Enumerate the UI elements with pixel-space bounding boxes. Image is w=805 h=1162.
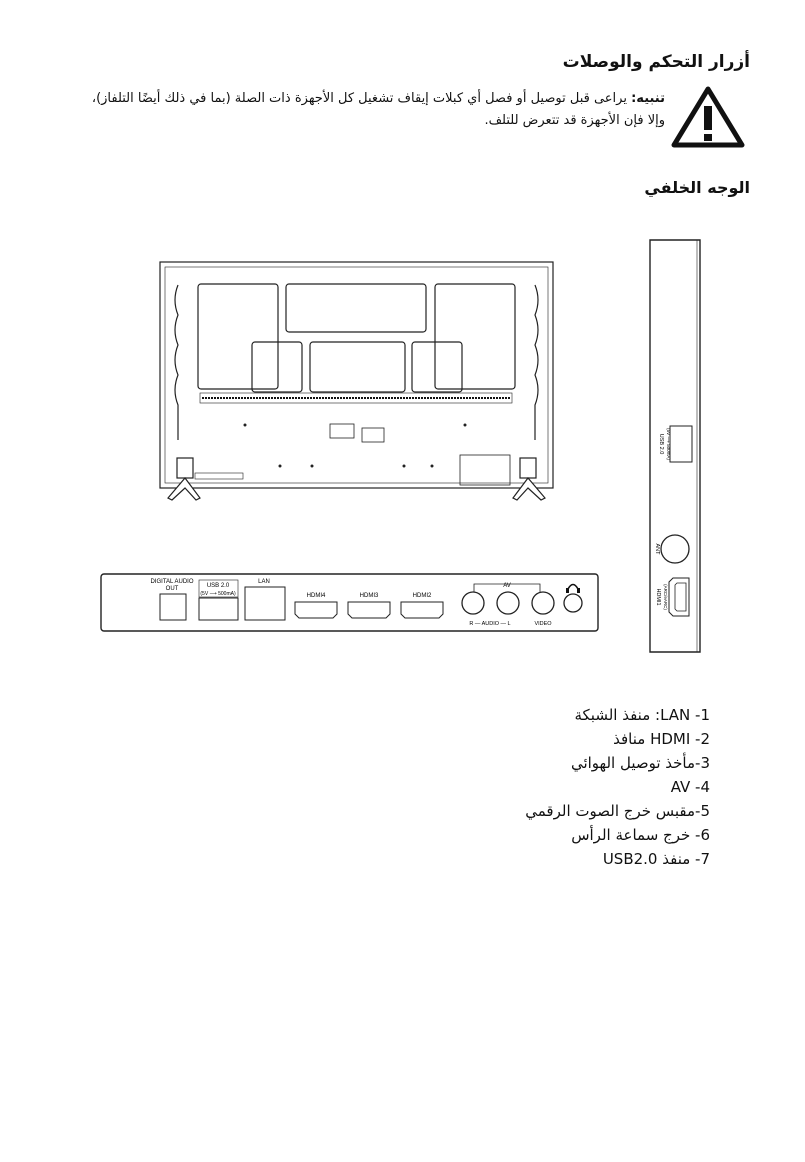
side-hdmi-label: HDMI1 [655,588,661,606]
hdmi3-port [348,602,390,618]
hdmi2-port [401,602,443,618]
legend-item: 7- منفذ USB2.0 [602,850,710,868]
hdmi4-label: HDMI4 [306,593,326,599]
hdmi3-label: HDMI3 [359,593,379,599]
warning-label: تنبيه: [631,91,665,106]
headphone-jack [564,594,582,612]
side-hdmi-sub-label: (ARC/eARC) [663,584,668,610]
video-label: VIDEO [534,621,552,627]
out-label: OUT [165,586,179,592]
lan-port [245,587,285,620]
bottom-connector-panel [101,574,598,631]
usb-power-label: (5V ⟶ 500mA) [200,591,236,597]
side-usb-label: USB 2.0 [658,433,664,455]
audio-r-jack [462,592,484,614]
legend-item: AV -4 [670,778,710,796]
digital-audio-label: DIGITAL AUDIO [150,579,194,585]
hdmi4-port [295,602,337,618]
subsection-title: الوجه الخلفي [644,178,750,197]
audio-l-jack [497,592,519,614]
usb-label: USB 2.0 [206,583,230,589]
side-connector-panel [650,240,700,652]
digital-audio-port [160,594,186,620]
legend-item: 6- خرج سماعة الرأس [571,826,710,844]
lan-label: LAN [258,579,270,585]
r-audio-l-label: R — AUDIO — L [469,621,511,627]
side-usb-power-label: (5V ⟶ 500mA) [666,428,671,460]
hdmi2-label: HDMI2 [412,593,432,599]
antenna-jack [661,535,689,563]
section-title: أزرار التحكم والوصلات [562,52,750,72]
legend-item: LAN -1: منفذ الشبكة [574,706,710,724]
tv-back-illustration [160,262,553,488]
legend-item: HDMI -2 منافذ [613,730,710,748]
side-usb-port [670,426,692,462]
legend-item: 3-مأخذ توصيل الهوائي [570,754,710,772]
warning-line-1: يراعى قبل توصيل أو فصل أي كبلات إيقاف تشغيل كل الأجهزة ذات الصلة (بما في ذلك أيضًا التلفاز)، [91,91,627,106]
av-label: AV [503,583,511,589]
video-jack [532,592,554,614]
usb-port [199,598,238,620]
tv-stand-right [513,458,545,500]
warning-line-2: وإلا فإن الأجهزة قد تتعرض للتلف. [484,113,665,128]
ports-legend [350,703,710,871]
side-ant-label: ANT [654,543,660,555]
legend-item: 5-مقبس خرج الصوت الرقمي [525,802,710,820]
